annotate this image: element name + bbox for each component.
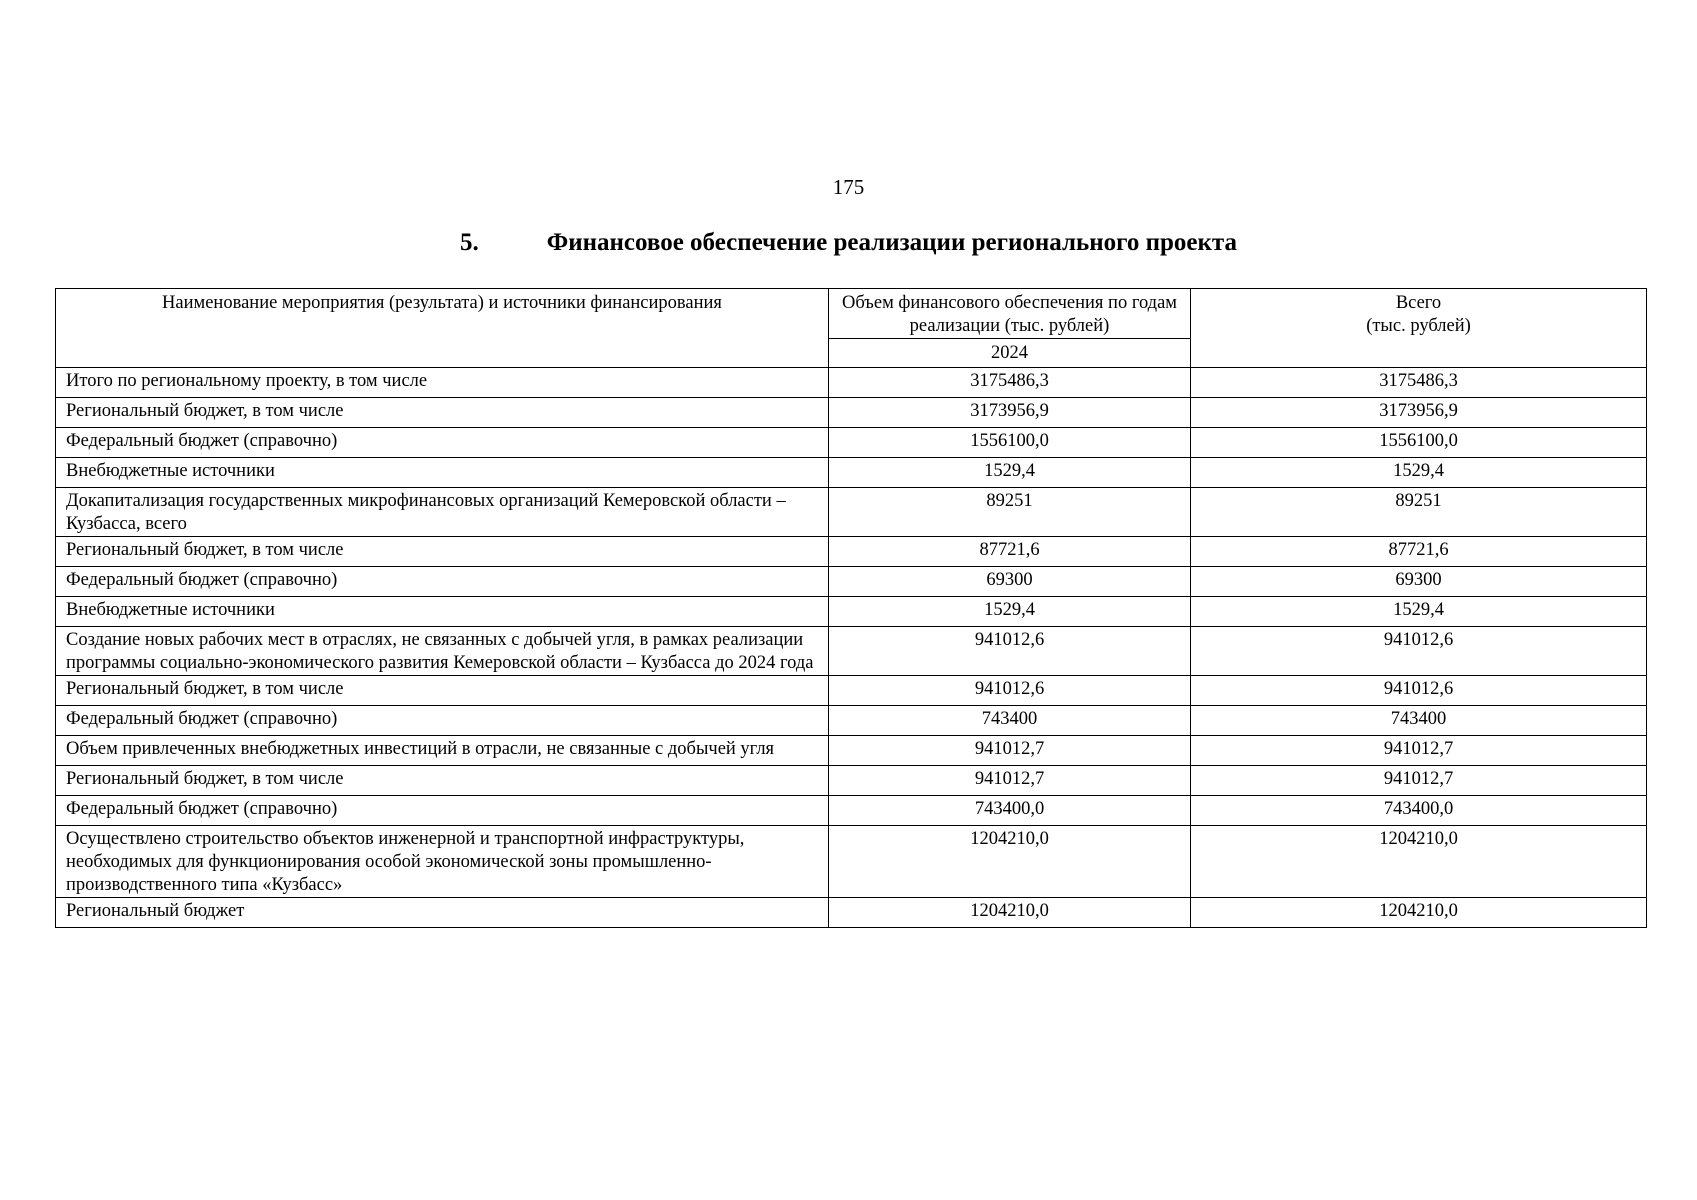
- row-value-2024: 87721,6: [829, 537, 1191, 567]
- row-value-2024: 3173956,9: [829, 398, 1191, 428]
- row-value-total: 69300: [1191, 567, 1647, 597]
- row-name: Объем привлеченных внебюджетных инвестиций в отрасли, не связанные с добычей угля: [56, 736, 829, 766]
- header-total: Всего (тыс. рублей): [1191, 289, 1647, 368]
- table-row: [56, 567, 1647, 597]
- row-value-total: 743400,0: [1191, 796, 1647, 826]
- table-row: [56, 706, 1647, 736]
- table-row: [56, 398, 1647, 428]
- header-year: 2024: [829, 339, 1191, 368]
- row-value-2024: 941012,6: [829, 627, 1191, 676]
- section-number: 5.: [459, 229, 479, 256]
- row-name: Докапитализация государственных микрофинансовых организаций Кемеровской области – Кузбасса, всего: [56, 488, 829, 537]
- row-value-total: 1204210,0: [1191, 898, 1647, 928]
- table-row: [56, 458, 1647, 488]
- table-row: [56, 368, 1647, 398]
- row-value-total: 941012,7: [1191, 736, 1647, 766]
- row-value-total: 3175486,3: [1191, 368, 1647, 398]
- row-value-2024: 941012,7: [829, 766, 1191, 796]
- table-row: [56, 736, 1647, 766]
- row-value-total: 1529,4: [1191, 597, 1647, 627]
- row-value-2024: 941012,7: [829, 736, 1191, 766]
- row-value-total: 1529,4: [1191, 458, 1647, 488]
- row-name: Создание новых рабочих мест в отраслях, не связанных с добычей угля, в рамках реализации программы социально-экономического развития Кемеровской области – Кузбасса до 2024 года: [56, 627, 829, 676]
- row-name: Федеральный бюджет (справочно): [56, 567, 829, 597]
- table-body: [56, 368, 1647, 928]
- row-value-2024: 1529,4: [829, 458, 1191, 488]
- row-value-total: 941012,6: [1191, 627, 1647, 676]
- row-value-2024: 1204210,0: [829, 898, 1191, 928]
- row-value-2024: 941012,6: [829, 676, 1191, 706]
- table-row: [56, 428, 1647, 458]
- row-value-2024: 743400,0: [829, 796, 1191, 826]
- row-name: Федеральный бюджет (справочно): [56, 706, 829, 736]
- table-row: [56, 796, 1647, 826]
- row-value-2024: 1529,4: [829, 597, 1191, 627]
- row-value-total: 941012,7: [1191, 766, 1647, 796]
- row-value-total: 3173956,9: [1191, 398, 1647, 428]
- section-title-text: Финансовое обеспечение реализации регионального проекта: [546, 229, 1238, 256]
- row-value-2024: 743400: [829, 706, 1191, 736]
- row-value-2024: 3175486,3: [829, 368, 1191, 398]
- table-row: [56, 898, 1647, 928]
- row-name: Федеральный бюджет (справочно): [56, 796, 829, 826]
- row-value-total: 1556100,0: [1191, 428, 1647, 458]
- row-name: Региональный бюджет, в том числе: [56, 676, 829, 706]
- row-name: Региональный бюджет, в том числе: [56, 766, 829, 796]
- row-name: Внебюджетные источники: [56, 597, 829, 627]
- row-value-total: 743400: [1191, 706, 1647, 736]
- row-name: Осуществлено строительство объектов инженерной и транспортной инфраструктуры, необходимых для функционирования особой экономической зоны промышленно-производственного типа «Кузбасс»: [56, 826, 829, 898]
- row-value-total: 1204210,0: [1191, 826, 1647, 898]
- table-row: [56, 488, 1647, 537]
- table-row: [56, 627, 1647, 676]
- row-name: Внебюджетные источники: [56, 458, 829, 488]
- row-value-total: 87721,6: [1191, 537, 1647, 567]
- row-value-2024: 89251: [829, 488, 1191, 537]
- row-value-2024: 1556100,0: [829, 428, 1191, 458]
- financing-table: [55, 288, 1647, 928]
- row-value-total: 89251: [1191, 488, 1647, 537]
- row-name: Региональный бюджет: [56, 898, 829, 928]
- table-row: [56, 826, 1647, 898]
- table-row: [56, 676, 1647, 706]
- row-name: Итого по региональному проекту, в том числе: [56, 368, 829, 398]
- row-value-2024: 1204210,0: [829, 826, 1191, 898]
- row-name: Федеральный бюджет (справочно): [56, 428, 829, 458]
- row-name: Региональный бюджет, в том числе: [56, 537, 829, 567]
- table-row: [56, 537, 1647, 567]
- table-row: [56, 766, 1647, 796]
- row-name: Региональный бюджет, в том числе: [56, 398, 829, 428]
- section-title: [0, 229, 1697, 257]
- row-value-total: 941012,6: [1191, 676, 1647, 706]
- page-number: 175: [832, 175, 865, 199]
- header-volume: Объем финансового обеспечения по годам реализации (тыс. рублей): [829, 289, 1191, 339]
- header-name: Наименование мероприятия (результата) и источники финансирования: [56, 289, 829, 368]
- row-value-2024: 69300: [829, 567, 1191, 597]
- table-row: [56, 597, 1647, 627]
